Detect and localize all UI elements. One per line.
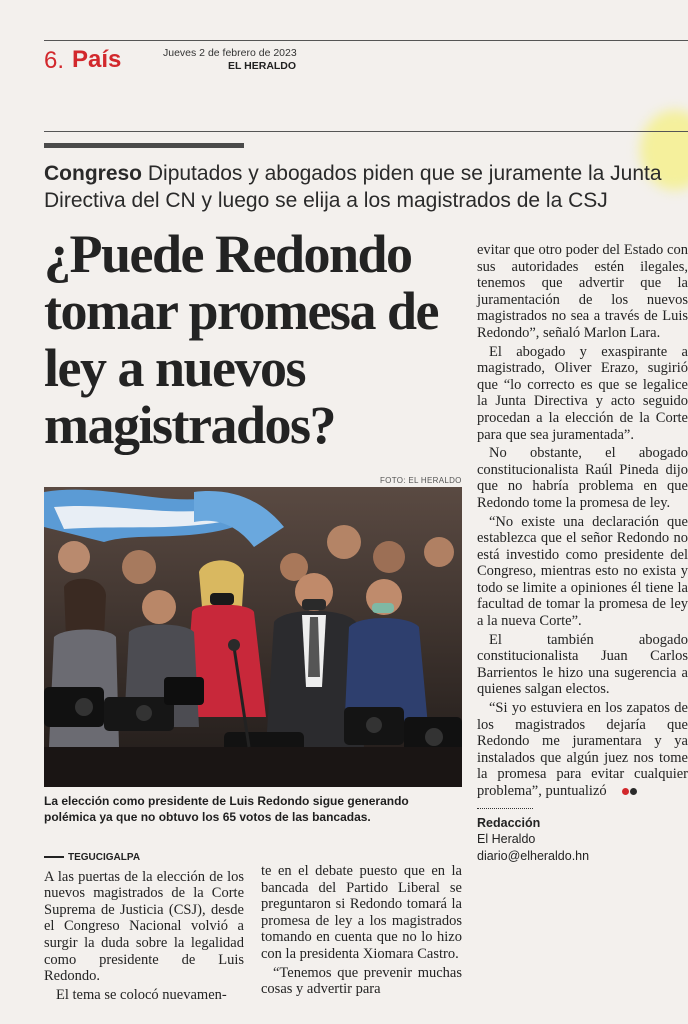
section-name: País: [72, 46, 122, 73]
article-column-3: [477, 242, 688, 865]
paragraph: El también abogado constitucionalista Juan Carlos Barrientos le hizo una sugerencia a quienes salgan electos.: [477, 631, 688, 698]
paragraph: te en el debate puesto que en la bancada del Partido Liberal se preguntaron si Redondo tomará la promesa de ley a los magistrados tomando en cuenta que no lo hizo con la presidenta Xiomara Castro.: [261, 863, 462, 962]
paragraph-final-text: “Si yo estuviera en los zapatos de los magistrados dejaría que Redondo me juramentara y ya instalados que algún juez nos tome la promesa para evitar cualquier problema”, puntualizó: [477, 700, 688, 799]
article-column-1: [44, 848, 244, 1005]
paragraph: A las puertas de la elección de los nuevos magistrados de la Corte Suprema de Justicia (CSJ), desde el Congreso Nacional volvió a surgir la duda sobre la legalidad como presidente de Luis Redondo.: [44, 868, 244, 985]
crowd-photo-illustration: [44, 487, 462, 787]
paragraph: No obstante, el abogado constitucionalista Raúl Pineda dijo que no habría problema en que Redondo tome la promesa de ley.: [477, 445, 688, 511]
article-column-2: [261, 863, 462, 1000]
byline-title: Redacción: [477, 815, 541, 830]
end-mark-icon: [610, 783, 637, 800]
paragraph: El abogado y exaspirante a magistrado, Oliver Erazo, sugirió que “lo correcto es que se legalice la Junta Directiva y acto seguido procedan a la elección de la Corte para que sea juramentada”.: [477, 343, 688, 443]
dateline-bar: [44, 856, 64, 858]
issue-date: Jueves 2 de febrero de 2023: [163, 47, 297, 59]
top-rule: [44, 40, 688, 41]
paragraph: El tema se colocó nuevamen-: [56, 986, 227, 1003]
paragraph: “Tenemos que prevenir muchas cosas y advertir para: [261, 964, 462, 998]
news-photo: [44, 487, 462, 787]
photo-caption: La elección como presidente de Luis Redondo sigue generando polémica ya que no obtuvo los 65 votos de las bancadas.: [44, 794, 409, 824]
kicker-bar: [44, 143, 244, 148]
paragraph: evitar que otro poder del Estado con sus autoridades estén ilegales, tenemos que advertir que la juramentación de los nuevos magistrados no sea a través de Luis Redondo”, señaló Marlon Lara.: [477, 242, 688, 341]
headline: ¿Puede Redondo tomar promesa de ley a nuevos magistrados?: [44, 224, 438, 455]
kicker: [44, 160, 684, 214]
kicker-text: Diputados y abogados piden que se juramente la Junta Directiva del CN y luego se elija a los magistrados de la CSJ: [44, 162, 662, 212]
byline-email: diario@elheraldo.hn: [477, 849, 590, 864]
section-rule: [44, 131, 688, 132]
photo-credit: FOTO: EL HERALDO: [380, 476, 462, 485]
paragraph-final: [477, 700, 688, 800]
dateline: TEGUCIGALPA: [68, 852, 141, 863]
byline-name: El Heraldo: [477, 832, 536, 847]
kicker-label: Congreso: [44, 162, 143, 185]
section-number: 6.: [44, 47, 65, 74]
paragraph: “No existe una declaración que establezca que el señor Redondo no está investido como presidente del Congreso, mientras esto no exista y todo se limite a opiniones él tiene la facultad de tomar la promesa de ley a la nueva Corte”.: [477, 513, 688, 630]
newspaper-name: EL HERALDO: [228, 60, 297, 72]
signature-rule: [477, 808, 533, 809]
